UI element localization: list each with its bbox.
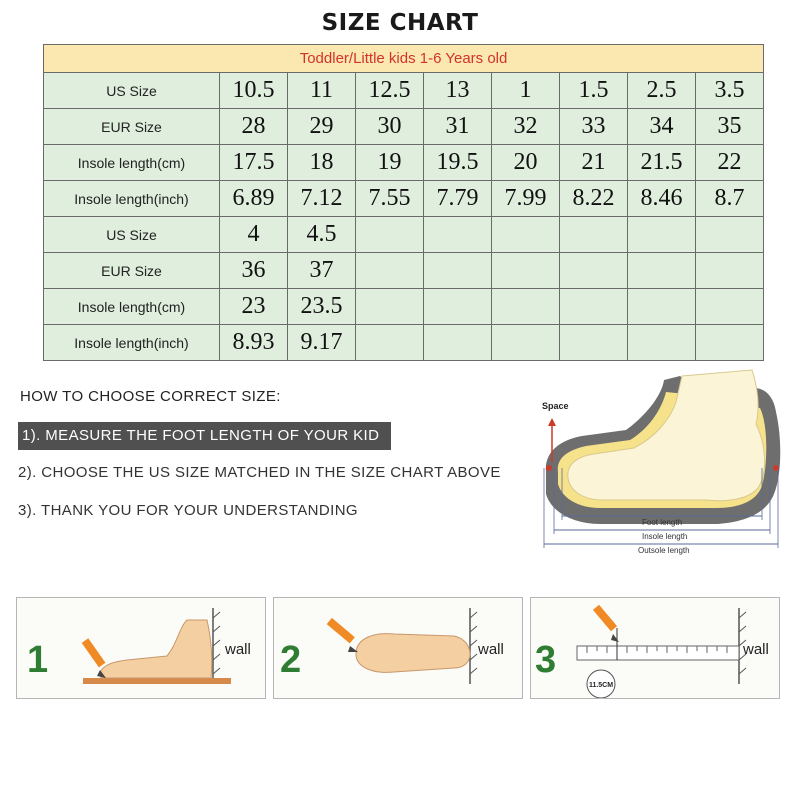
size-value-cell: 7.79 [424,181,492,217]
size-value-cell: 29 [288,109,356,145]
pencil-icon [327,618,358,652]
size-value-cell: 34 [628,109,696,145]
row-label: EUR Size [44,109,220,145]
size-value-cell: 1 [492,73,560,109]
size-value-cell [424,325,492,361]
size-value-cell [696,325,764,361]
size-value-cell: 8.22 [560,181,628,217]
space-label: Space [542,401,569,411]
size-value-cell: 7.99 [492,181,560,217]
size-value-cell [356,217,424,253]
size-value-cell: 28 [220,109,288,145]
size-chart-header: Toddler/Little kids 1-6 Years old [44,45,764,73]
size-value-cell: 9.17 [288,325,356,361]
row-label: Insole length(cm) [44,289,220,325]
size-value-cell [356,325,424,361]
size-chart-row [44,217,764,253]
size-value-cell: 37 [288,253,356,289]
size-value-cell [560,217,628,253]
size-chart-row [44,253,764,289]
size-value-cell [560,325,628,361]
size-value-cell: 32 [492,109,560,145]
step-3-text: 3). THANK YOU FOR YOUR UNDERSTANDING [18,502,358,519]
size-chart-row [44,325,764,361]
size-value-cell: 21.5 [628,145,696,181]
size-value-cell [356,253,424,289]
size-chart-row [44,289,764,325]
size-value-cell [492,253,560,289]
shoe-fit-diagram [530,364,794,564]
size-value-cell: 20 [492,145,560,181]
size-value-cell [492,217,560,253]
size-chart-table [43,44,764,361]
row-label: US Size [44,73,220,109]
step-2-text: 2). CHOOSE THE US SIZE MATCHED IN THE SIZE CHART ABOVE [18,464,501,481]
size-value-cell: 6.89 [220,181,288,217]
row-label: US Size [44,217,220,253]
size-value-cell [628,253,696,289]
ruler-reading: 11.5CM [588,682,614,689]
foot-sole-icon [356,634,470,673]
size-value-cell: 8.7 [696,181,764,217]
foot-icon [100,620,212,678]
measure-panel-3 [530,597,780,699]
size-value-cell [424,217,492,253]
size-value-cell [696,289,764,325]
size-value-cell [696,253,764,289]
size-value-cell [628,289,696,325]
size-value-cell: 3.5 [696,73,764,109]
row-label: Insole length(inch) [44,325,220,361]
size-value-cell: 8.93 [220,325,288,361]
size-value-cell: 7.12 [288,181,356,217]
size-value-cell: 12.5 [356,73,424,109]
measure-panel-2 [273,597,523,699]
size-chart-row [44,145,764,181]
size-value-cell: 31 [424,109,492,145]
size-value-cell [424,253,492,289]
insole-length-label: Insole length [642,532,688,541]
size-value-cell: 7.55 [356,181,424,217]
panel-3-wall-label: wall [743,641,769,658]
size-value-cell: 17.5 [220,145,288,181]
size-value-cell [492,289,560,325]
size-value-cell: 36 [220,253,288,289]
size-value-cell [560,289,628,325]
size-value-cell: 23.5 [288,289,356,325]
row-label: EUR Size [44,253,220,289]
panel-2-number: 2 [280,639,302,681]
how-to-heading: HOW TO CHOOSE CORRECT SIZE: [20,388,281,405]
size-value-cell [560,253,628,289]
size-value-cell: 8.46 [628,181,696,217]
panel-1-number: 1 [27,639,49,681]
ruler-icon [577,646,739,660]
size-value-cell: 35 [696,109,764,145]
panel-1-wall-label: wall [225,641,251,658]
size-value-cell: 18 [288,145,356,181]
size-value-cell [696,217,764,253]
panel-2-wall-label: wall [478,641,504,658]
pencil-icon [593,605,619,642]
row-label: Insole length(inch) [44,181,220,217]
size-value-cell: 21 [560,145,628,181]
size-value-cell: 11 [288,73,356,109]
size-value-cell [492,325,560,361]
size-value-cell: 1.5 [560,73,628,109]
size-value-cell [356,289,424,325]
measure-panel-1 [16,597,266,699]
size-value-cell: 4 [220,217,288,253]
size-value-cell [628,325,696,361]
row-label: Insole length(cm) [44,145,220,181]
size-value-cell: 19.5 [424,145,492,181]
size-value-cell [424,289,492,325]
step-1-text: 1). MEASURE THE FOOT LENGTH OF YOUR KID [18,422,391,450]
size-value-cell [628,217,696,253]
size-value-cell: 19 [356,145,424,181]
floor-board-icon [83,678,231,684]
foot-length-label: Foot length [642,518,683,527]
size-value-cell: 10.5 [220,73,288,109]
size-value-cell: 23 [220,289,288,325]
outsole-length-label: Outsole length [638,546,690,555]
page-title: SIZE CHART [321,10,479,36]
size-chart-row [44,73,764,109]
size-value-cell: 33 [560,109,628,145]
size-value-cell: 13 [424,73,492,109]
size-chart-header-row [44,45,764,73]
panel-3-number: 3 [535,639,557,681]
size-value-cell: 30 [356,109,424,145]
size-chart-row [44,109,764,145]
size-value-cell: 4.5 [288,217,356,253]
size-value-cell: 2.5 [628,73,696,109]
size-chart-row [44,181,764,217]
size-value-cell: 22 [696,145,764,181]
